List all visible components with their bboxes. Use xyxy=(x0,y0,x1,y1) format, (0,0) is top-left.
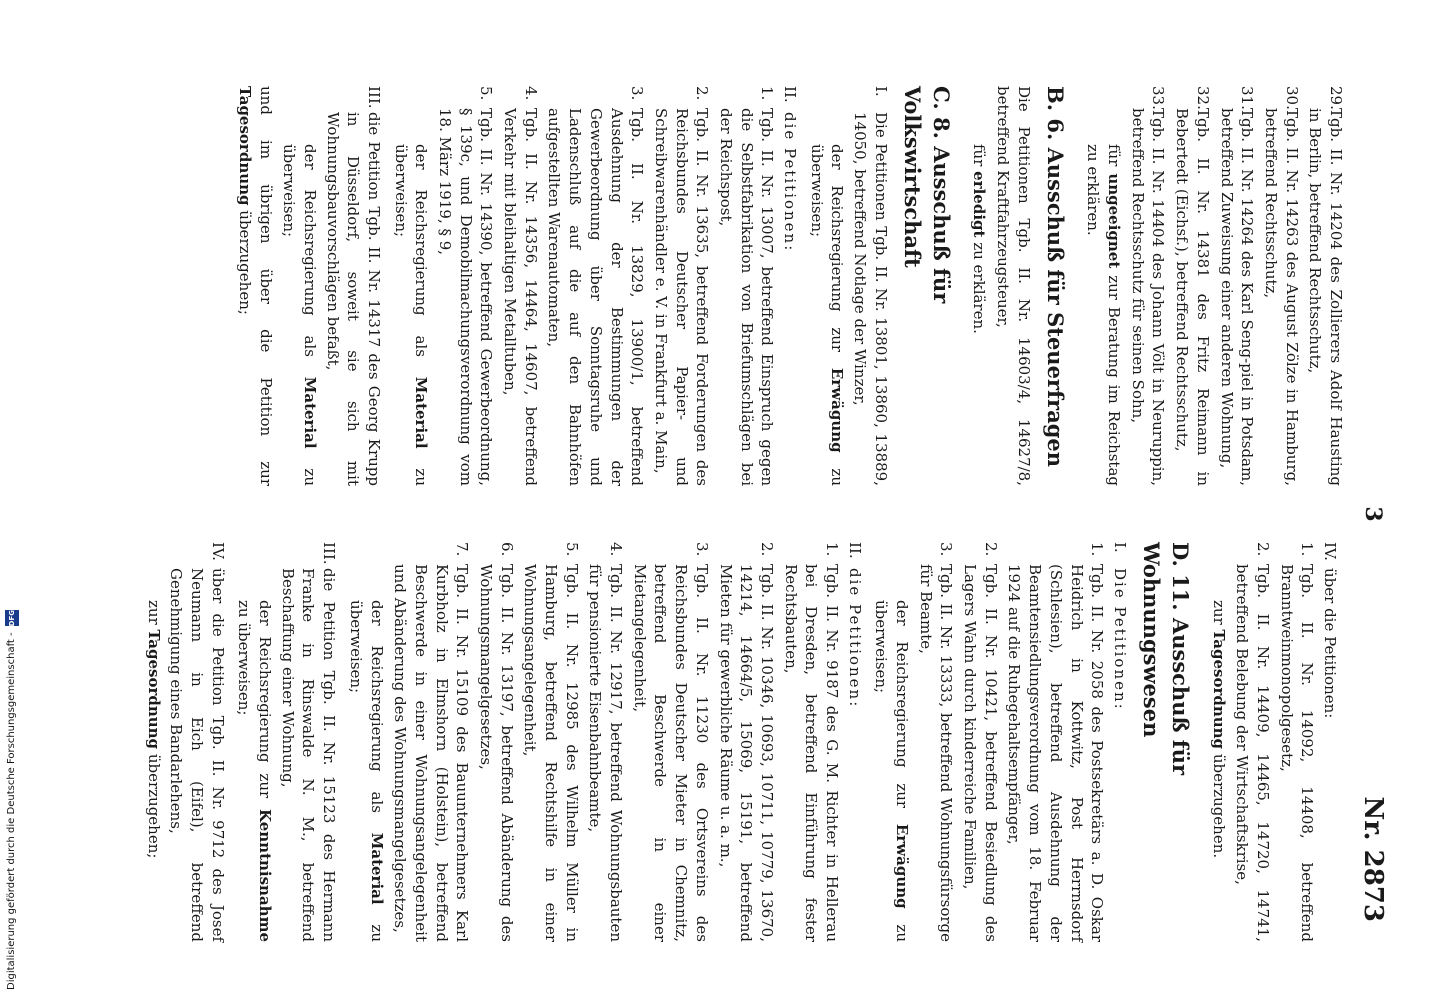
section-d-iv-verdict: zur Tagesordnung überzugehen; xyxy=(144,600,163,859)
petition-item-number: 5. xyxy=(562,542,581,557)
petition-item-number: 1. xyxy=(758,86,777,101)
petition-item-number: 6. xyxy=(497,542,516,557)
petition-item xyxy=(1172,86,1213,486)
section-c-item-i: I. Die Petitionen Tgb. II. Nr. 13801, 13860, 13889, 14050, betreffend Notlage der Winzer, xyxy=(851,86,890,486)
petition-item-text: Tgb. II. Nr. 14381 des Fritz Reimann in Bebertedt (Eichsf.), betreffend Rechtsschutz, xyxy=(1173,108,1212,486)
petition-item xyxy=(715,86,777,486)
petition-item xyxy=(390,542,473,942)
petition-item-text: Tgb. II. Nr. 14092, 14408, betreffend Branntweinmonopolgesetz, xyxy=(1277,564,1317,942)
section-c-iv-list xyxy=(1232,542,1318,942)
petition-item-number: 2. xyxy=(757,542,776,557)
section-c-iii-verdict-2: und im übrigen über die Petition zur Tagesordnung überzugehen; xyxy=(235,86,275,486)
section-d-iii-verdict: der Reichsregierung zur Kenntnisnahme zu überweisen; xyxy=(235,600,275,942)
petition-item xyxy=(499,86,540,486)
petition-item xyxy=(1004,542,1107,942)
text-columns xyxy=(140,86,1346,942)
page-number: 3 xyxy=(1360,506,1386,522)
petition-item xyxy=(434,86,496,486)
section-d-item-ii: II. die Petitionen: xyxy=(845,542,864,709)
petition-item xyxy=(650,86,712,486)
petition-item-text: Tgb. II. Nr. 9187 des G. M. Richter in Hellerau bei Dresden, betreffend Einführung fester Rechtsbauten, xyxy=(781,564,841,942)
section-d-ii-list xyxy=(390,542,842,942)
petition-list-top xyxy=(1127,86,1346,486)
petition-item-text: Tgb. II. Nr. 14264 des Karl Seng-piel in Potsdam, betreffend Zuweisung einer anderen Wohnung, xyxy=(1217,108,1257,486)
petition-item xyxy=(780,542,842,942)
section-d-heading: D. 11. Ausschuß für Wohnungswesen xyxy=(1138,542,1193,776)
petition-item-number: 31. xyxy=(1238,86,1257,110)
section-d-i-list xyxy=(915,542,1107,942)
right-column xyxy=(140,542,1346,942)
petition-item-number: 3. xyxy=(628,86,647,101)
section-c-item-iii: III. die Petition Tgb. II. Nr. 14317 des Georg Krupp in Düsseldorf, soweit sie sich mit Wohnungsbauvorschlägen befaßt, xyxy=(323,86,383,486)
petition-item-text: Tgb. II. Nr. 13333, betreffend Wohnungsfürsorge für Beamte, xyxy=(916,564,956,942)
section-c-i-verdict: der Reichsregierung zur Erwägung zu überweisen; xyxy=(807,144,847,486)
section-d-ii-verdict: der Reichsregierung als Material zu überweisen; xyxy=(346,600,386,942)
petition-item xyxy=(915,542,956,942)
section-c-iii-verdict-1: der Reichsregierung als Material zu überweisen; xyxy=(280,144,319,486)
petition-item-text: Tgb. II. Nr. 14390, betreffend Gewerbeordnung, § 139c, und Demobilmachungsverordnung vom 18. März 1919, § 9, xyxy=(436,108,496,486)
petition-item-number: 2. xyxy=(981,542,1000,557)
petition-item-text: Tgb. II. Nr. 14404 des Johann Völt in Neuruppin, betreffend Rechtsschutz für seinen Sohn, xyxy=(1128,108,1168,486)
petition-item xyxy=(959,542,1000,942)
petition-item-text: Tgb. II. Nr. 12985 des Wilhelm Müller in Hamburg, betreffend Rechtshilfe in einer Wohnungsangelegenheit, xyxy=(521,564,581,942)
section-d-item-i: I. Die Petitionen: xyxy=(1110,542,1129,711)
petition-item-number: 5. xyxy=(477,86,496,101)
section-c-ii-list xyxy=(434,86,777,486)
petition-item-text: Tgb. II. Nr. 15109 des Bauunternehmers Karl Kurbholz in Elmshorn (Holstein), betreffend Beschwerde in einer Wohnungsangelegenheit und Abänderung des Wohnungsmangelgesetzes, xyxy=(391,564,472,942)
petition-item-text: Tgb. II. Nr. 14409, 14465, 14720, 14741, betreffend Belebung der Wirtschaftskrise, xyxy=(1233,564,1272,942)
petition-item xyxy=(1216,86,1257,486)
petition-item xyxy=(1276,542,1317,942)
petition-item xyxy=(585,542,626,942)
petition-item-number: 32. xyxy=(1193,86,1212,110)
section-c-item-iv: IV. über die Petitionen: xyxy=(1321,542,1339,719)
petition-item-number: 7. xyxy=(453,542,472,557)
petition-item xyxy=(475,542,516,942)
section-c-iv-verdict: zur Tagesordnung überzugehen. xyxy=(1209,600,1228,859)
petition-item-text: Tgb. II. Nr. 11230 des Ortsvereins des Reichsbundes Deutscher Mieter in Chemnitz, betreffend Beschwerde in einer Mietangelegenheit, xyxy=(630,564,711,942)
petition-item xyxy=(715,542,777,942)
petition-item-number: 1. xyxy=(823,542,841,557)
petition-item-text: Tgb. II. Nr. 13829, 13900/1, betreffend Ausdehnung der Bestimmungen der Gewerbeordnung über Sonntagsruhe und Ladenschluß auf die auf den Bahnhöfen aufgestellten Warenautomaten, xyxy=(545,108,647,486)
petition-item xyxy=(1260,86,1301,486)
section-d-i-verdict: der Reichsregierung zur Erwägung zu überweisen; xyxy=(872,600,912,942)
credit-text: Digitalisierung gefördert durch die Deutsche Forschungsgemeinschaft - xyxy=(6,632,17,990)
petition-item-number: 30. xyxy=(1282,86,1301,110)
page-header xyxy=(1346,86,1394,942)
petition-item-text: Tgb. II. Nr. 14263 des August Zölze in Hamburg, betreffend Rechtsschutz, xyxy=(1261,108,1301,486)
petition-item-text: Tgb. II. Nr. 13635, betreffend Forderungen des Reichsbundes Deutscher Papier- und Schreibwarenhändler e. V. in Frankfurt a. Main, xyxy=(651,108,712,486)
section-c-item-ii: II. die Petitionen: xyxy=(781,86,800,253)
petition-item xyxy=(1305,86,1346,486)
petition-item xyxy=(544,86,647,486)
petition-item xyxy=(629,542,712,942)
section-c-heading: C. 8. Ausschuß für Volkswirtschaft xyxy=(899,86,954,304)
petition-item-number: 3. xyxy=(692,542,711,557)
document-number: Nr. 2873 xyxy=(1358,796,1388,922)
petition-item-text: Tgb. II. Nr. 14356, 14464, 14607, betreffend Verkehr mit bleihaltigen Metalltuben, xyxy=(501,108,540,486)
left-column xyxy=(140,86,1346,486)
petition-item-text: Tgb. II. Nr. 13197, betreffend Abänderung des Wohnungsmangelgesetzes, xyxy=(477,564,516,942)
petition-item-number: 4. xyxy=(521,86,540,101)
section-b-heading: B. 6. Ausschuß für Steuerfragen xyxy=(1042,86,1068,468)
petition-item-number: 4. xyxy=(607,542,626,557)
petition-item-text: Tgb. II. Nr. 10346, 10693, 10711, 10779, 13670, 14214, 14664/5, 15069, 15191, betreffend Mieten für gewerbliche Räume u. a. m., xyxy=(716,564,776,942)
petition-item-number: 3. xyxy=(937,542,956,557)
section-c-ii-verdict: der Reichsregierung als Material zu überweisen; xyxy=(391,144,431,486)
digitization-credit xyxy=(2,0,22,990)
petition-item xyxy=(520,542,582,942)
petition-item-text: Tgb. II. Nr. 12917, betreffend Wohnungsbauten für pensionierte Eisenbahnbeamte, xyxy=(586,564,626,942)
section-b-verdict: für erledigt zu erklären. xyxy=(970,144,989,334)
petition-item-number: 2. xyxy=(1253,542,1272,557)
petition-item-text: Tgb. II. Nr. 2058 des Postsekretärs a. D. Oskar Heidrich in Kottwitz, Post Herrnsdorf (Schlesien), betreffend Ausdehnung der Beamtensiedlungsverordnung vom 18. Februar 1924 auf die Ruhegehaltsempfänger, xyxy=(1005,564,1107,942)
petition-item xyxy=(1232,542,1273,942)
section-d-item-iii: III. die Petition Tgb. II. Nr. 15123 des Hermann Franke in Rinswalde N. M., betreffend Beschaffung einer Wohnung, xyxy=(278,542,339,942)
petition-item xyxy=(1127,86,1168,486)
verdict-unsuitable: für ungeeignet zur Beratung im Reichstag zu erklären. xyxy=(1084,144,1124,486)
petition-item-number: 33. xyxy=(1149,86,1168,110)
petition-item-number: 1. xyxy=(1088,542,1107,557)
petition-item-text: Tgb. II. Nr. 14204 des Zollierers Adolf Hausting in Berlin, betreffend Rechtsschutz, xyxy=(1306,108,1345,486)
petition-item-number: 1. xyxy=(1298,542,1317,557)
section-b-text: Die Petitionen Tgb. II. Nr. 14603/4, 14627/8, betreffend Kraftfahrzeugsteuer, xyxy=(994,86,1033,486)
petition-item-text: Tgb. II. Nr. 13007, betreffend Einspruch gegen die Selbstfabrikation von Briefumschlägen bei der Reichspost, xyxy=(716,108,777,486)
section-d-item-iv: IV. über die Petition Tgb. II. Nr. 9712 des Josef Neumann in Eich (Eifel), betreffend Genehmigung eines Bandarlehens, xyxy=(167,542,227,942)
dfg-logo-icon: DFG xyxy=(5,610,19,626)
petition-item-text: Tgb. II. Nr. 10421, betreffend Besiedlung des Lagers Wahn durch kinderreiche Familien, xyxy=(961,564,1000,942)
petition-item-number: 2. xyxy=(693,86,712,101)
petition-item-number: 29. xyxy=(1327,86,1345,110)
